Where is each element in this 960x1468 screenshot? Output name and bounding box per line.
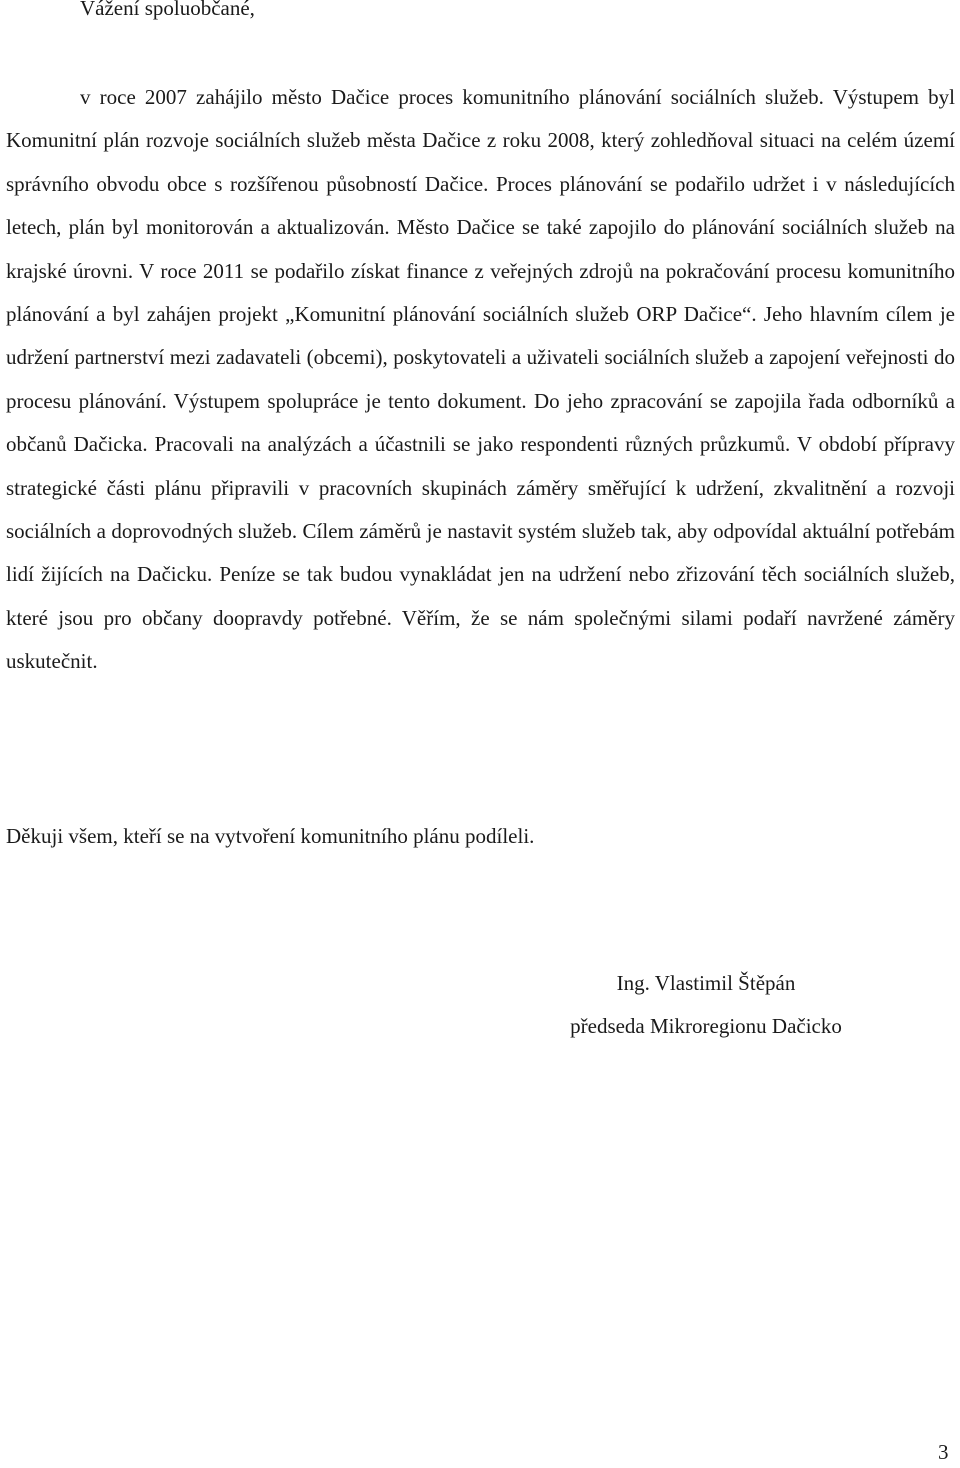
page-number: 3 [938,1440,949,1464]
thanks-line: Děkuji všem, kteří se na vytvoření komunitního plánu podíleli. [6,824,535,848]
body-paragraph [6,76,955,684]
signature-name: Ing. Vlastimil Štěpán [616,971,796,995]
greeting: Vážení spoluobčané, [80,0,255,20]
signature-block [543,962,869,1048]
signature-title: předseda Mikroregionu Dačicko [570,1014,842,1038]
body-text: v roce 2007 zahájilo město Dačice proces komunitního plánování sociálních služeb. Výstupem byl Komunitní plán rozvoje sociálních služeb města Dačice z roku 2008, který zohledňoval situaci na celém území správního obvodu obce s rozšířenou působností Dačice. Proces plánování se podařilo udržet i v následujících letech, plán byl monitorován a aktualizován. Město Dačice se také zapojilo do plánování sociálních služeb na krajské úrovni. V roce 2011 se podařilo získat finance z veřejných zdrojů na pokračování procesu komunitního plánování a byl zahájen projekt „Komunitní plánování sociálních služeb ORP Dačice“. Jeho hlavním cílem je udržení partnerství mezi zadavateli (obcemi), poskytovateli a uživateli sociálních služeb a zapojení veřejnosti do procesu plánování. Výstupem spolupráce je tento dokument. Do jeho zpracování se zapojila řada odborníků a občanů Dačicka. Pracovali na analýzách a účastnili se jako respondenti různých průzkumů. V období přípravy strategické části plánu připravili v pracovních skupinách záměry směřující k udržení, zkvalitnění a rozvoji sociálních a doprovodných služeb. Cílem záměrů je nastavit systém služeb tak, aby odpovídal aktuální potřebám lidí žijících na Dačicku. Peníze se tak budou vynakládat jen na udržení nebo zřizování těch sociálních služeb, které jsou pro občany doopravdy potřebné. Věřím, že se nám společnými silami podaří navržené záměry uskutečnit. [6,85,955,674]
